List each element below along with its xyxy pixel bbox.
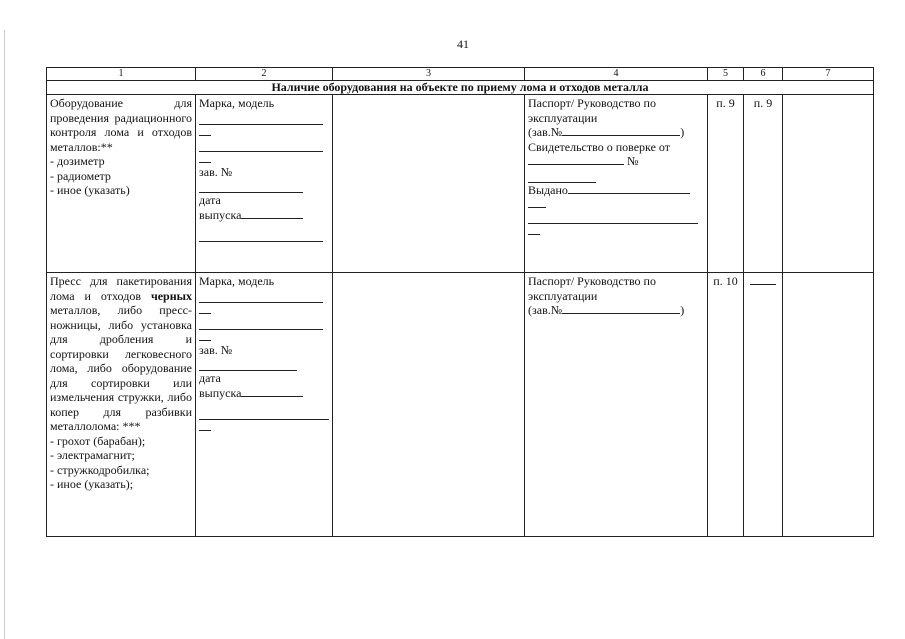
list-item: - дозиметр [50,154,105,168]
fill-in-blank [528,210,698,224]
column-numbers-row [47,68,874,81]
fill-in-blank [199,303,329,316]
fill-in-blank [528,169,596,183]
list-item: - стружкодробилка; [50,462,150,477]
page-left-edge [4,30,5,639]
column-number: 2 [196,68,333,81]
passport-label: эксплуатации [528,110,598,125]
description-text: Пресс для пакетирования лома и отходов [50,274,192,303]
equipment-description-cell [47,95,196,273]
equipment-description: Оборудование для проведения радиационного контроля лома и отходов металлов:** [50,96,192,154]
fill-in-blank [568,183,690,194]
section-header-row [47,81,874,95]
fill-in-blank [199,289,323,303]
fill-in-blank [199,138,323,152]
empty-cell [333,273,525,537]
description-text: металлов, либо пресс-ножницы, либо установка для дробления и сортировки легковесного лома, либо оборудование для сортировки или измельчения стружки, либо копер для разбивки металлолома: *** [50,303,192,433]
number-sign: № [627,154,639,168]
fill-in-blank [750,274,776,285]
serial-number-label: зав. № [199,164,233,179]
empty-cell [333,95,525,273]
empty-cell [783,95,874,273]
manufacture-date-label: дата [199,371,221,385]
fill-in-blank [528,224,704,237]
reference-cell: п. 10 [708,273,744,537]
fill-in-blank [199,111,323,125]
fill-in-blank [199,357,297,371]
serial-number-close: ) [680,125,685,139]
list-item: - электрамагнит; [50,448,135,462]
column-number: 7 [783,68,874,81]
brand-model-label: Марка, модель [199,274,275,288]
list-item: - иное (указать); [50,477,134,491]
issued-label: Выдано [528,182,568,197]
manufacture-date-label: дата [199,193,221,207]
description-emphasis: черных [150,288,192,303]
fill-in-blank [241,208,303,219]
reference-cell: п. 9 [708,95,744,273]
equipment-table [46,67,874,537]
fill-in-blank [562,303,680,314]
fill-in-blank [241,386,303,397]
list-item: - радиометр [50,168,111,183]
column-number: 1 [47,68,196,81]
equipment-description-cell [47,273,196,537]
equipment-description [50,274,192,434]
column-number: 4 [525,68,708,81]
column-number: 3 [333,68,525,81]
serial-number-label: зав. № [199,342,233,357]
passport-label: эксплуатации [528,288,598,303]
fill-in-blank [199,125,329,138]
serial-number-label: (зав.№ [528,125,563,139]
fill-in-blank [199,406,329,420]
fill-in-blank [199,316,323,330]
reference-cell [744,273,783,537]
section-title: Наличие оборудования на объекте по приему лома и отходов металла [47,81,874,95]
table-row [47,273,874,537]
list-item: - грохот (барабан); [50,433,146,448]
brand-model-cell [196,273,333,537]
page-number: 41 [457,37,469,51]
fill-in-blank [199,152,329,165]
serial-number-label: (зав.№ [528,303,563,317]
fill-in-blank [562,125,680,136]
manufacture-date-label: выпуска [199,207,242,222]
brand-model-label: Марка, модель [199,96,275,110]
column-number: 5 [708,68,744,81]
passport-label: Паспорт/ Руководство по [528,274,656,288]
serial-number-close: ) [680,303,685,317]
fill-in-blank [199,420,329,433]
documents-cell [525,95,708,273]
fill-in-blank [199,179,303,193]
fill-in-blank [528,154,624,165]
brand-model-cell [196,95,333,273]
table-row [47,95,874,273]
manufacture-date-label: выпуска [199,385,242,400]
fill-in-blank [528,197,704,210]
fill-in-blank [199,228,323,242]
reference-cell: п. 9 [744,95,783,273]
fill-in-blank [199,330,329,343]
documents-cell [525,273,708,537]
list-item: - иное (указать) [50,183,130,197]
certificate-label: Свидетельство о поверке от [528,139,670,154]
empty-cell [783,273,874,537]
passport-label: Паспорт/ Руководство по [528,96,656,110]
column-number: 6 [744,68,783,81]
